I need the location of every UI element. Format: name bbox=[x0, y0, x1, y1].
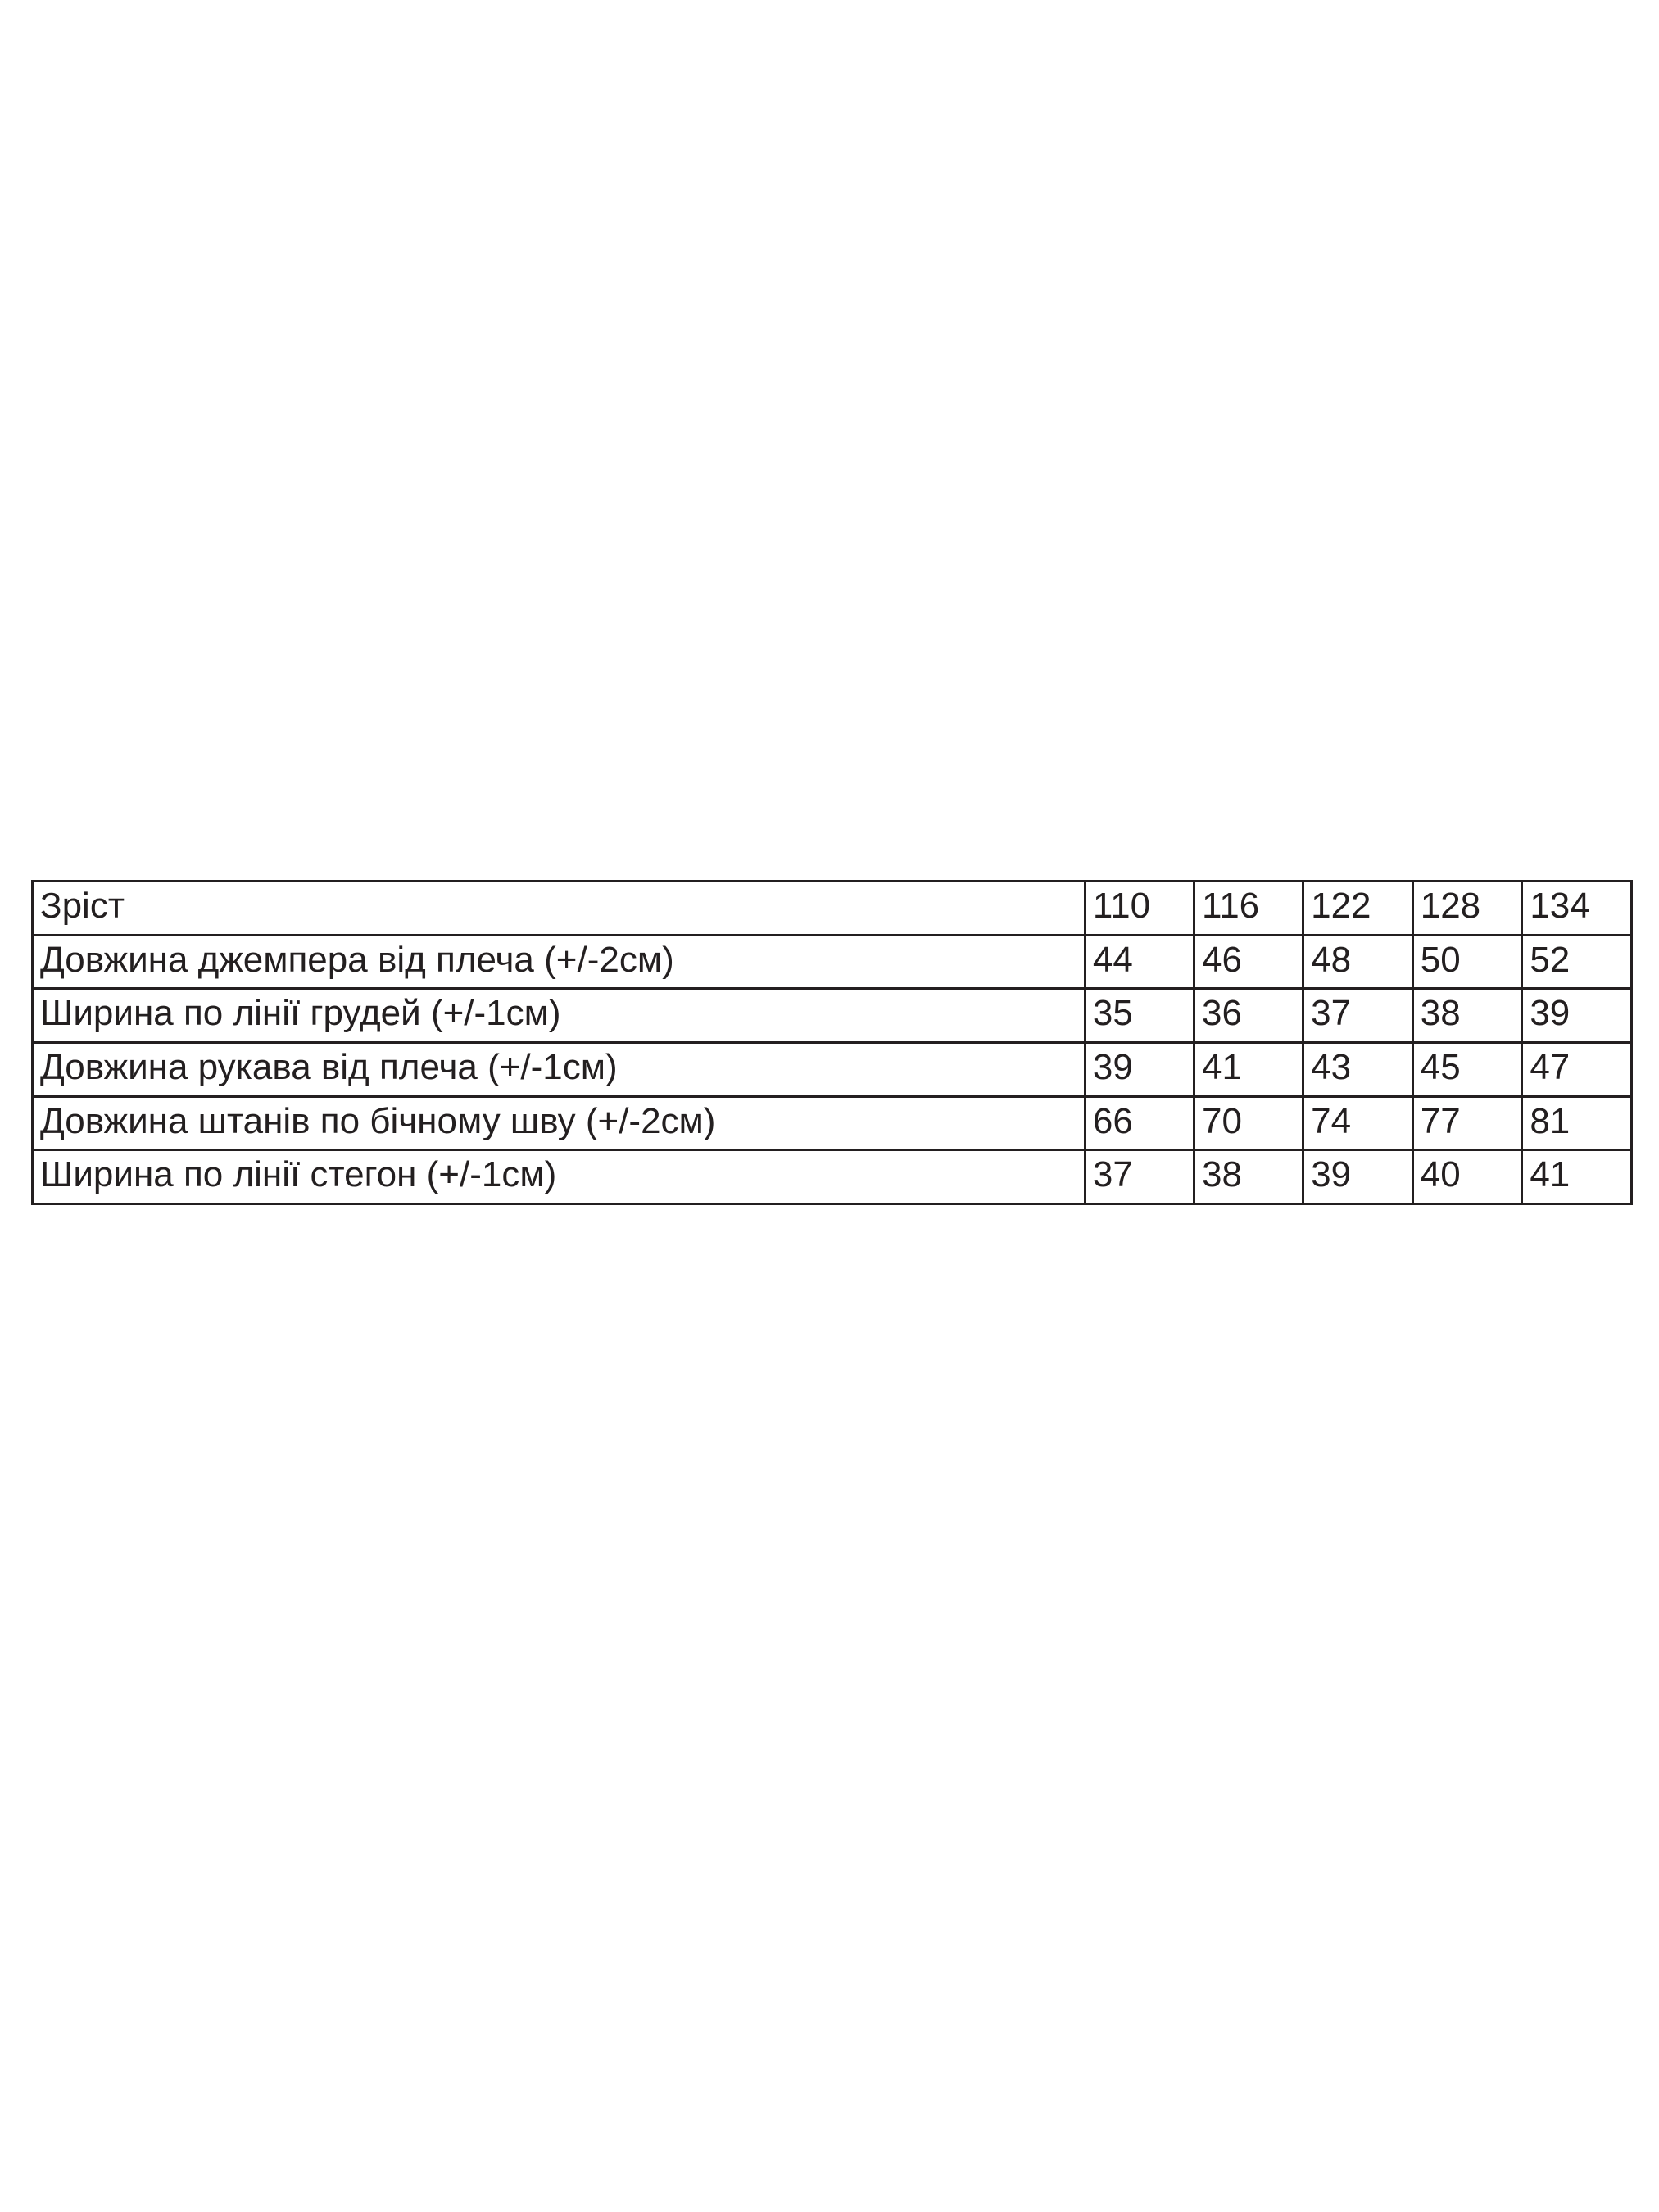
row-value: 39 bbox=[1085, 1042, 1194, 1096]
row-value: 41 bbox=[1522, 1150, 1632, 1204]
row-value: 40 bbox=[1412, 1150, 1522, 1204]
row-value: 70 bbox=[1194, 1096, 1303, 1150]
table-row bbox=[33, 1042, 1632, 1096]
row-value: 46 bbox=[1194, 935, 1303, 989]
row-label: Ширина по лінії стегон (+/-1см) bbox=[33, 1150, 1086, 1204]
row-value: 39 bbox=[1522, 989, 1632, 1043]
size-chart-table bbox=[31, 880, 1633, 1205]
row-value: 81 bbox=[1522, 1096, 1632, 1150]
size-chart-container bbox=[31, 880, 1637, 1205]
row-value: 45 bbox=[1412, 1042, 1522, 1096]
row-value: 44 bbox=[1085, 935, 1194, 989]
row-value: 37 bbox=[1303, 989, 1413, 1043]
row-value: 52 bbox=[1522, 935, 1632, 989]
row-value: 41 bbox=[1194, 1042, 1303, 1096]
row-value: 43 bbox=[1303, 1042, 1413, 1096]
row-label: Зріст bbox=[33, 882, 1086, 936]
row-value: 77 bbox=[1412, 1096, 1522, 1150]
row-value: 37 bbox=[1085, 1150, 1194, 1204]
row-value: 47 bbox=[1522, 1042, 1632, 1096]
row-value: 50 bbox=[1412, 935, 1522, 989]
row-label: Довжина штанів по бічному шву (+/-2см) bbox=[33, 1096, 1086, 1150]
table-row bbox=[33, 1096, 1632, 1150]
row-value: 36 bbox=[1194, 989, 1303, 1043]
row-value: 110 bbox=[1085, 882, 1194, 936]
row-label: Довжина рукава від плеча (+/-1см) bbox=[33, 1042, 1086, 1096]
row-value: 66 bbox=[1085, 1096, 1194, 1150]
row-label: Ширина по лінії грудей (+/-1см) bbox=[33, 989, 1086, 1043]
row-value: 48 bbox=[1303, 935, 1413, 989]
table-row bbox=[33, 1150, 1632, 1204]
row-value: 122 bbox=[1303, 882, 1413, 936]
row-label: Довжина джемпера від плеча (+/-2см) bbox=[33, 935, 1086, 989]
size-chart-body bbox=[33, 882, 1632, 1204]
row-value: 116 bbox=[1194, 882, 1303, 936]
table-row bbox=[33, 935, 1632, 989]
row-value: 128 bbox=[1412, 882, 1522, 936]
table-row bbox=[33, 882, 1632, 936]
row-value: 134 bbox=[1522, 882, 1632, 936]
row-value: 38 bbox=[1412, 989, 1522, 1043]
row-value: 38 bbox=[1194, 1150, 1303, 1204]
row-value: 35 bbox=[1085, 989, 1194, 1043]
table-row bbox=[33, 989, 1632, 1043]
row-value: 74 bbox=[1303, 1096, 1413, 1150]
row-value: 39 bbox=[1303, 1150, 1413, 1204]
